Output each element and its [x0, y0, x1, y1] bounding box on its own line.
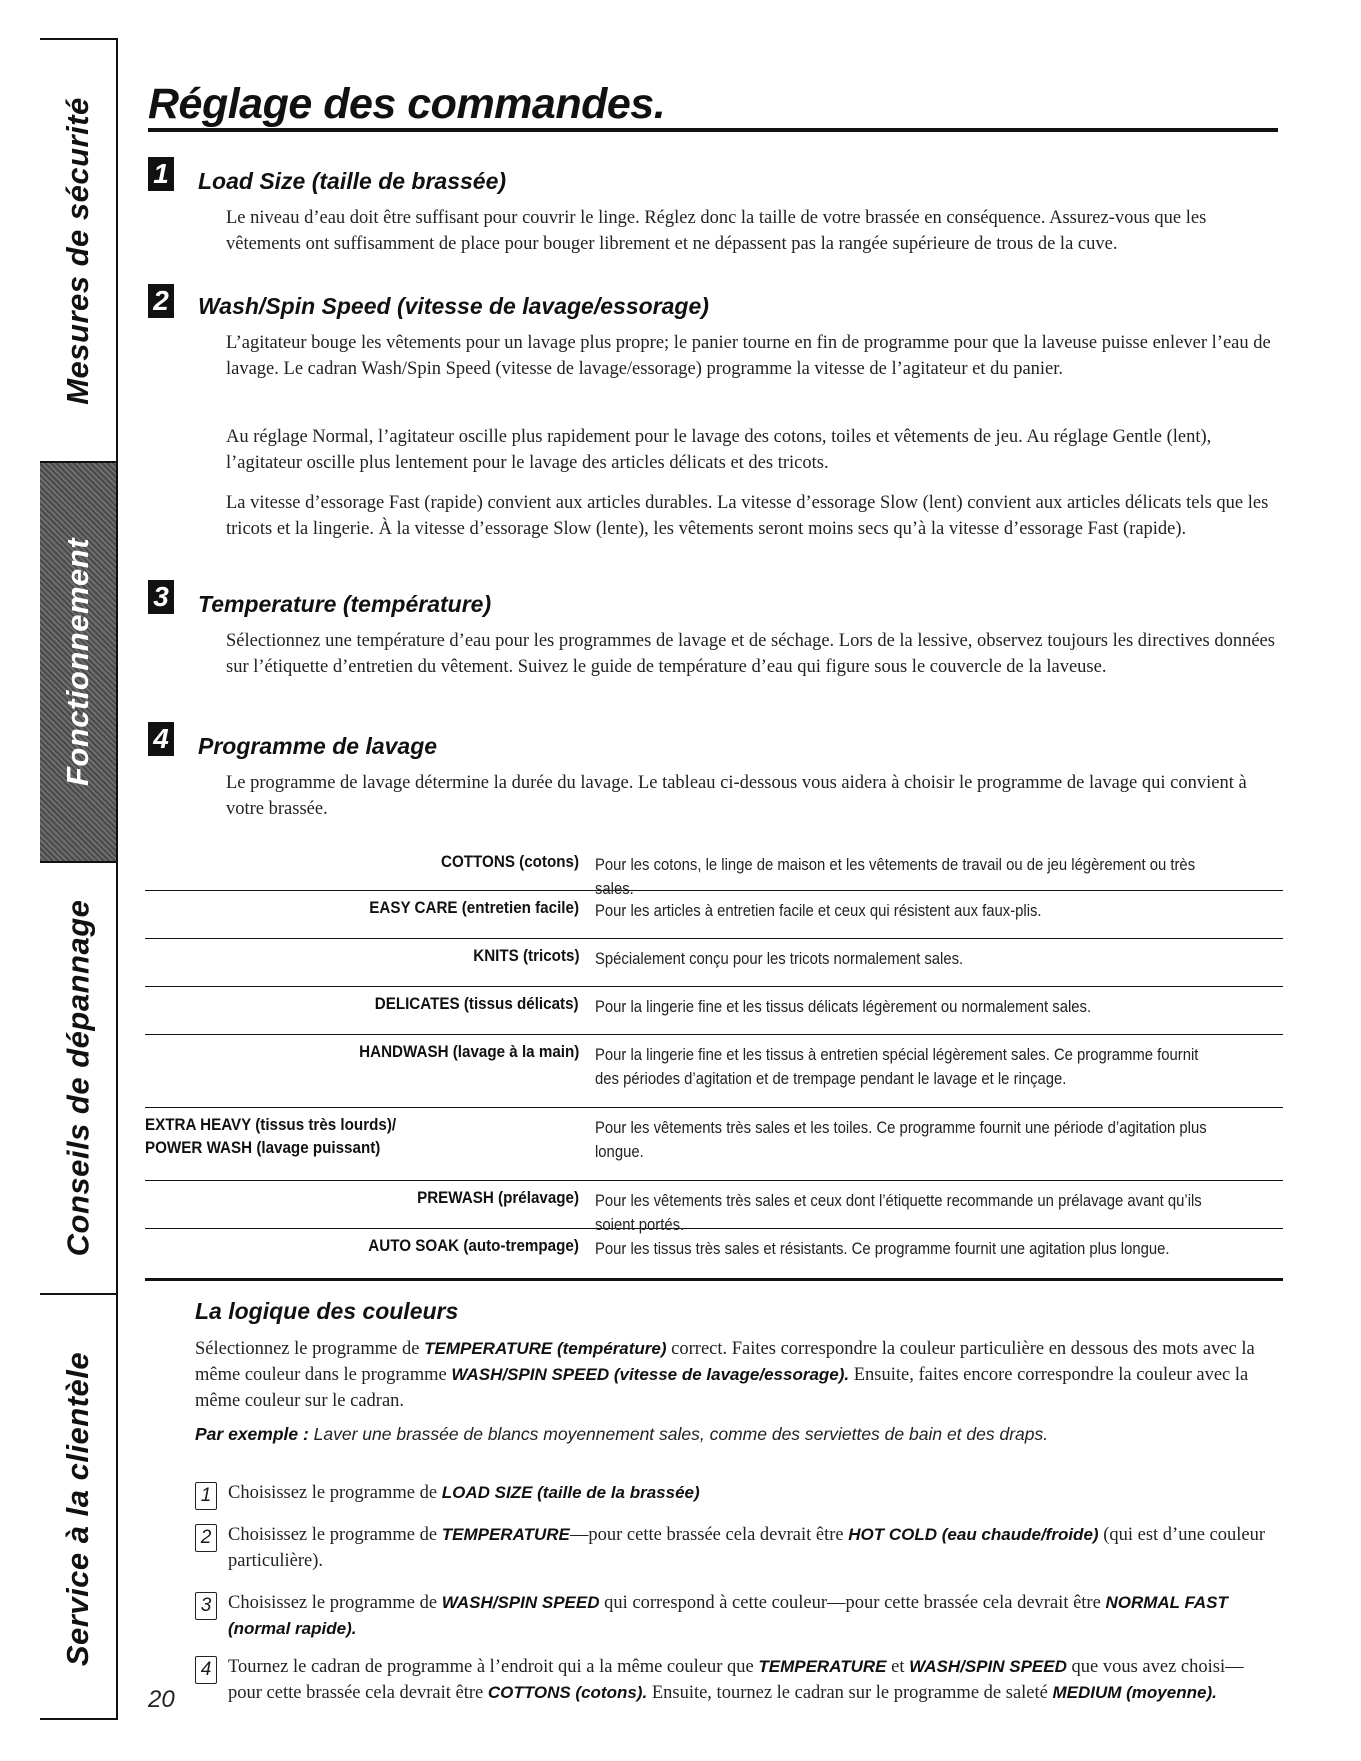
section-paragraph: Sélectionnez une température d’eau pour les programmes de lavage et de séchage. Lors de la lessive, observez toujours les directives données sur l’étiquette d’entretien du vêtement. Suivez le guide de température d’eau qui figure sous le couvercle de la laveuse.	[226, 631, 1275, 677]
table-row	[145, 845, 1283, 898]
table-divider	[145, 1278, 1283, 1281]
step-text-part: Tournez le cadran de programme à l’endroit qui a la même couleur que	[228, 1657, 759, 1677]
section-heading-wash-spin-speed: Wash/Spin Speed (vitesse de lavage/essorage)	[198, 293, 709, 319]
intro-text: Sélectionnez le programme de	[195, 1339, 425, 1359]
tab-label: Service à la clientèle	[60, 1351, 95, 1666]
example-line	[195, 1424, 1048, 1445]
step-text	[228, 1522, 1275, 1574]
program-name: EASY CARE (entretien facile)	[369, 899, 579, 917]
step-text-part: que vous avez choisi—pour cette brassée cela devrait être	[228, 1657, 1244, 1703]
tab-mesures-de-securite[interactable]	[40, 40, 116, 463]
table-row	[145, 1035, 1283, 1108]
program-description: Pour les tissus très sales et résistants. Ce programme fournit une agitation plus longue.	[595, 1240, 1170, 1258]
table-row	[145, 987, 1283, 1035]
step-text-part: (qui est d’une couleur particulière).	[228, 1525, 1266, 1571]
program-description: Pour les cotons, le linge de maison et les vêtements de travail ou de jeu légèrement ou très sales.	[595, 856, 1196, 898]
step-text	[228, 1654, 1275, 1706]
section-heading-temperature: Temperature (température)	[198, 591, 492, 617]
section-heading-load-size: Load Size (taille de brassée)	[198, 168, 507, 194]
table-row	[145, 1181, 1283, 1234]
step-text-part: Ensuite, tournez le cadran sur le programme de saleté	[647, 1683, 1053, 1703]
step-item	[195, 1480, 1275, 1506]
tab-service-a-la-clientele[interactable]	[40, 1295, 116, 1722]
step-number: 4	[195, 1656, 217, 1684]
tab-conseils-de-depannage[interactable]	[40, 863, 116, 1295]
step-text-part: et	[886, 1657, 910, 1677]
table-row	[145, 1229, 1283, 1277]
step-bold-part: MEDIUM (moyenne).	[1052, 1683, 1217, 1702]
section-number-4: 4	[148, 722, 174, 756]
section-paragraph: La vitesse d’essorage Fast (rapide) convient aux articles durables. La vitesse d’essorage Slow (lent) convient aux articles délicats tels que les tricots et la lingerie. À la vitesse d’essorage Slow (lente), les vêtements seront moins secs qu’à la vitesse d’essorage Fast (rapide).	[226, 493, 1269, 539]
program-name: HANDWASH (lavage à la main)	[358, 1043, 579, 1061]
program-name: AUTO SOAK (auto-trempage)	[368, 1237, 579, 1255]
program-description: Pour les vêtements très sales et ceux dont l’étiquette recommande un prélavage avant qu’ils soient portés.	[595, 1192, 1202, 1234]
program-name: PREWASH (prélavage)	[417, 1189, 579, 1207]
program-name: EXTRA HEAVY (tissus très lourds)/ POWER WASH (lavage puissant)	[145, 1116, 397, 1157]
table-row	[145, 939, 1283, 987]
step-text-part: Choisissez le programme de	[228, 1593, 442, 1613]
page-title: Réglage des commandes.	[148, 80, 666, 128]
program-name: COTTONS (cotons)	[440, 853, 579, 871]
step-bold-part: NORMAL FAST (normal rapide).	[228, 1593, 1228, 1638]
section-paragraph: Au réglage Normal, l’agitateur oscille plus rapidement pour le lavage des cotons, toiles et vêtements de jeu. Au réglage Gentle (lent), l’agitateur oscille plus lentement pour le lavage des articles délicats et des tricots.	[226, 427, 1212, 473]
color-logic-intro	[195, 1336, 1275, 1414]
program-name: KNITS (tricots)	[472, 947, 579, 965]
section-paragraph: Le programme de lavage détermine la durée du lavage. Le tableau ci-dessous vous aidera à choisir le programme de lavage qui convient à votre brassée.	[226, 773, 1247, 819]
step-number: 3	[195, 1592, 217, 1620]
section-number-2: 2	[148, 284, 174, 318]
step-item	[195, 1590, 1275, 1642]
step-text	[228, 1590, 1275, 1642]
intro-bold-speed: WASH/SPIN SPEED (vitesse de lavage/essorage).	[451, 1365, 850, 1384]
title-divider	[148, 128, 1278, 132]
step-number: 2	[195, 1524, 217, 1552]
program-table	[145, 845, 1283, 1277]
step-bold-part: TEMPERATURE	[758, 1657, 887, 1676]
example-text: Laver une brassée de blancs moyennement sales, comme des serviettes de bain et des draps.	[308, 1424, 1049, 1444]
step-number: 1	[195, 1482, 217, 1510]
intro-text: Ensuite, faites encore correspondre la couleur avec la même couleur sur le cadran.	[195, 1365, 1249, 1411]
tab-label: Mesures de sécurité	[60, 96, 95, 405]
intro-text: correct. Faites correspondre la couleur particulière en dessous des mots avec la même couleur dans le programme	[195, 1339, 1255, 1385]
step-bold-part: TEMPERATURE	[441, 1525, 570, 1544]
table-row	[145, 891, 1283, 939]
section-sidebar	[40, 38, 118, 1720]
tab-fonctionnement[interactable]	[40, 463, 116, 863]
intro-bold-temperature: TEMPERATURE (température)	[424, 1339, 667, 1358]
tab-label: Fonctionnement	[60, 537, 96, 787]
program-description: Pour les articles à entretien facile et ceux qui résistent aux faux-plis.	[595, 902, 1042, 920]
program-name: DELICATES (tissus délicats)	[375, 995, 579, 1013]
section-paragraph: L’agitateur bouge les vêtements pour un lavage plus propre; le panier tourne en fin de programme pour que la laveuse puisse enlever l’eau de lavage. Le cadran Wash/Spin Speed (vitesse de lavage/essorage) programme la vitesse de l’agitateur et du panier.	[226, 333, 1271, 379]
section-number-3: 3	[148, 580, 174, 614]
program-description: Pour la lingerie fine et les tissus délicats légèrement ou normalement sales.	[595, 998, 1092, 1016]
step-bold-part: LOAD SIZE (taille de la brassée)	[441, 1483, 700, 1502]
step-item	[195, 1654, 1275, 1706]
step-bold-part: COTTONS (cotons).	[487, 1683, 648, 1702]
section-heading-programme: Programme de lavage	[198, 733, 438, 759]
step-item	[195, 1522, 1275, 1574]
step-text-part: qui correspond à cette couleur—pour cette brassée cela devrait être	[599, 1593, 1106, 1613]
color-logic-heading: La logique des couleurs	[195, 1298, 459, 1324]
step-bold-part: WASH/SPIN SPEED	[909, 1657, 1067, 1676]
example-label: Par exemple :	[195, 1424, 309, 1444]
step-text-part: Choisissez le programme de	[228, 1525, 442, 1545]
table-row	[145, 1108, 1283, 1181]
page-number: 20	[148, 1686, 175, 1713]
tab-label: Conseils de dépannage	[60, 899, 96, 1257]
program-description: Pour la lingerie fine et les tissus à entretien spécial légèrement sales. Ce programme fournit des périodes d’agitation et de trempage pendant le lavage et le rinçage.	[595, 1046, 1199, 1088]
step-text	[228, 1480, 1275, 1506]
section-number-1: 1	[148, 157, 174, 191]
program-description: Pour les vêtements très sales et les toiles. Ce programme fournit une période d’agitation plus longue.	[595, 1119, 1207, 1161]
step-text-part: —pour cette brassée cela devrait être	[569, 1525, 849, 1545]
program-description: Spécialement conçu pour les tricots normalement sales.	[595, 950, 964, 968]
step-text-part: Choisissez le programme de	[228, 1483, 442, 1503]
step-bold-part: HOT COLD (eau chaude/froide)	[848, 1525, 1099, 1544]
section-paragraph: Le niveau d’eau doit être suffisant pour couvrir le linge. Réglez donc la taille de votre brassée en conséquence. Assurez-vous que les vêtements ont suffisamment de place pour bouger librement et ne dépassent pas la rangée supérieure de trous de la cuve.	[226, 208, 1207, 254]
step-bold-part: WASH/SPIN SPEED	[441, 1593, 600, 1612]
